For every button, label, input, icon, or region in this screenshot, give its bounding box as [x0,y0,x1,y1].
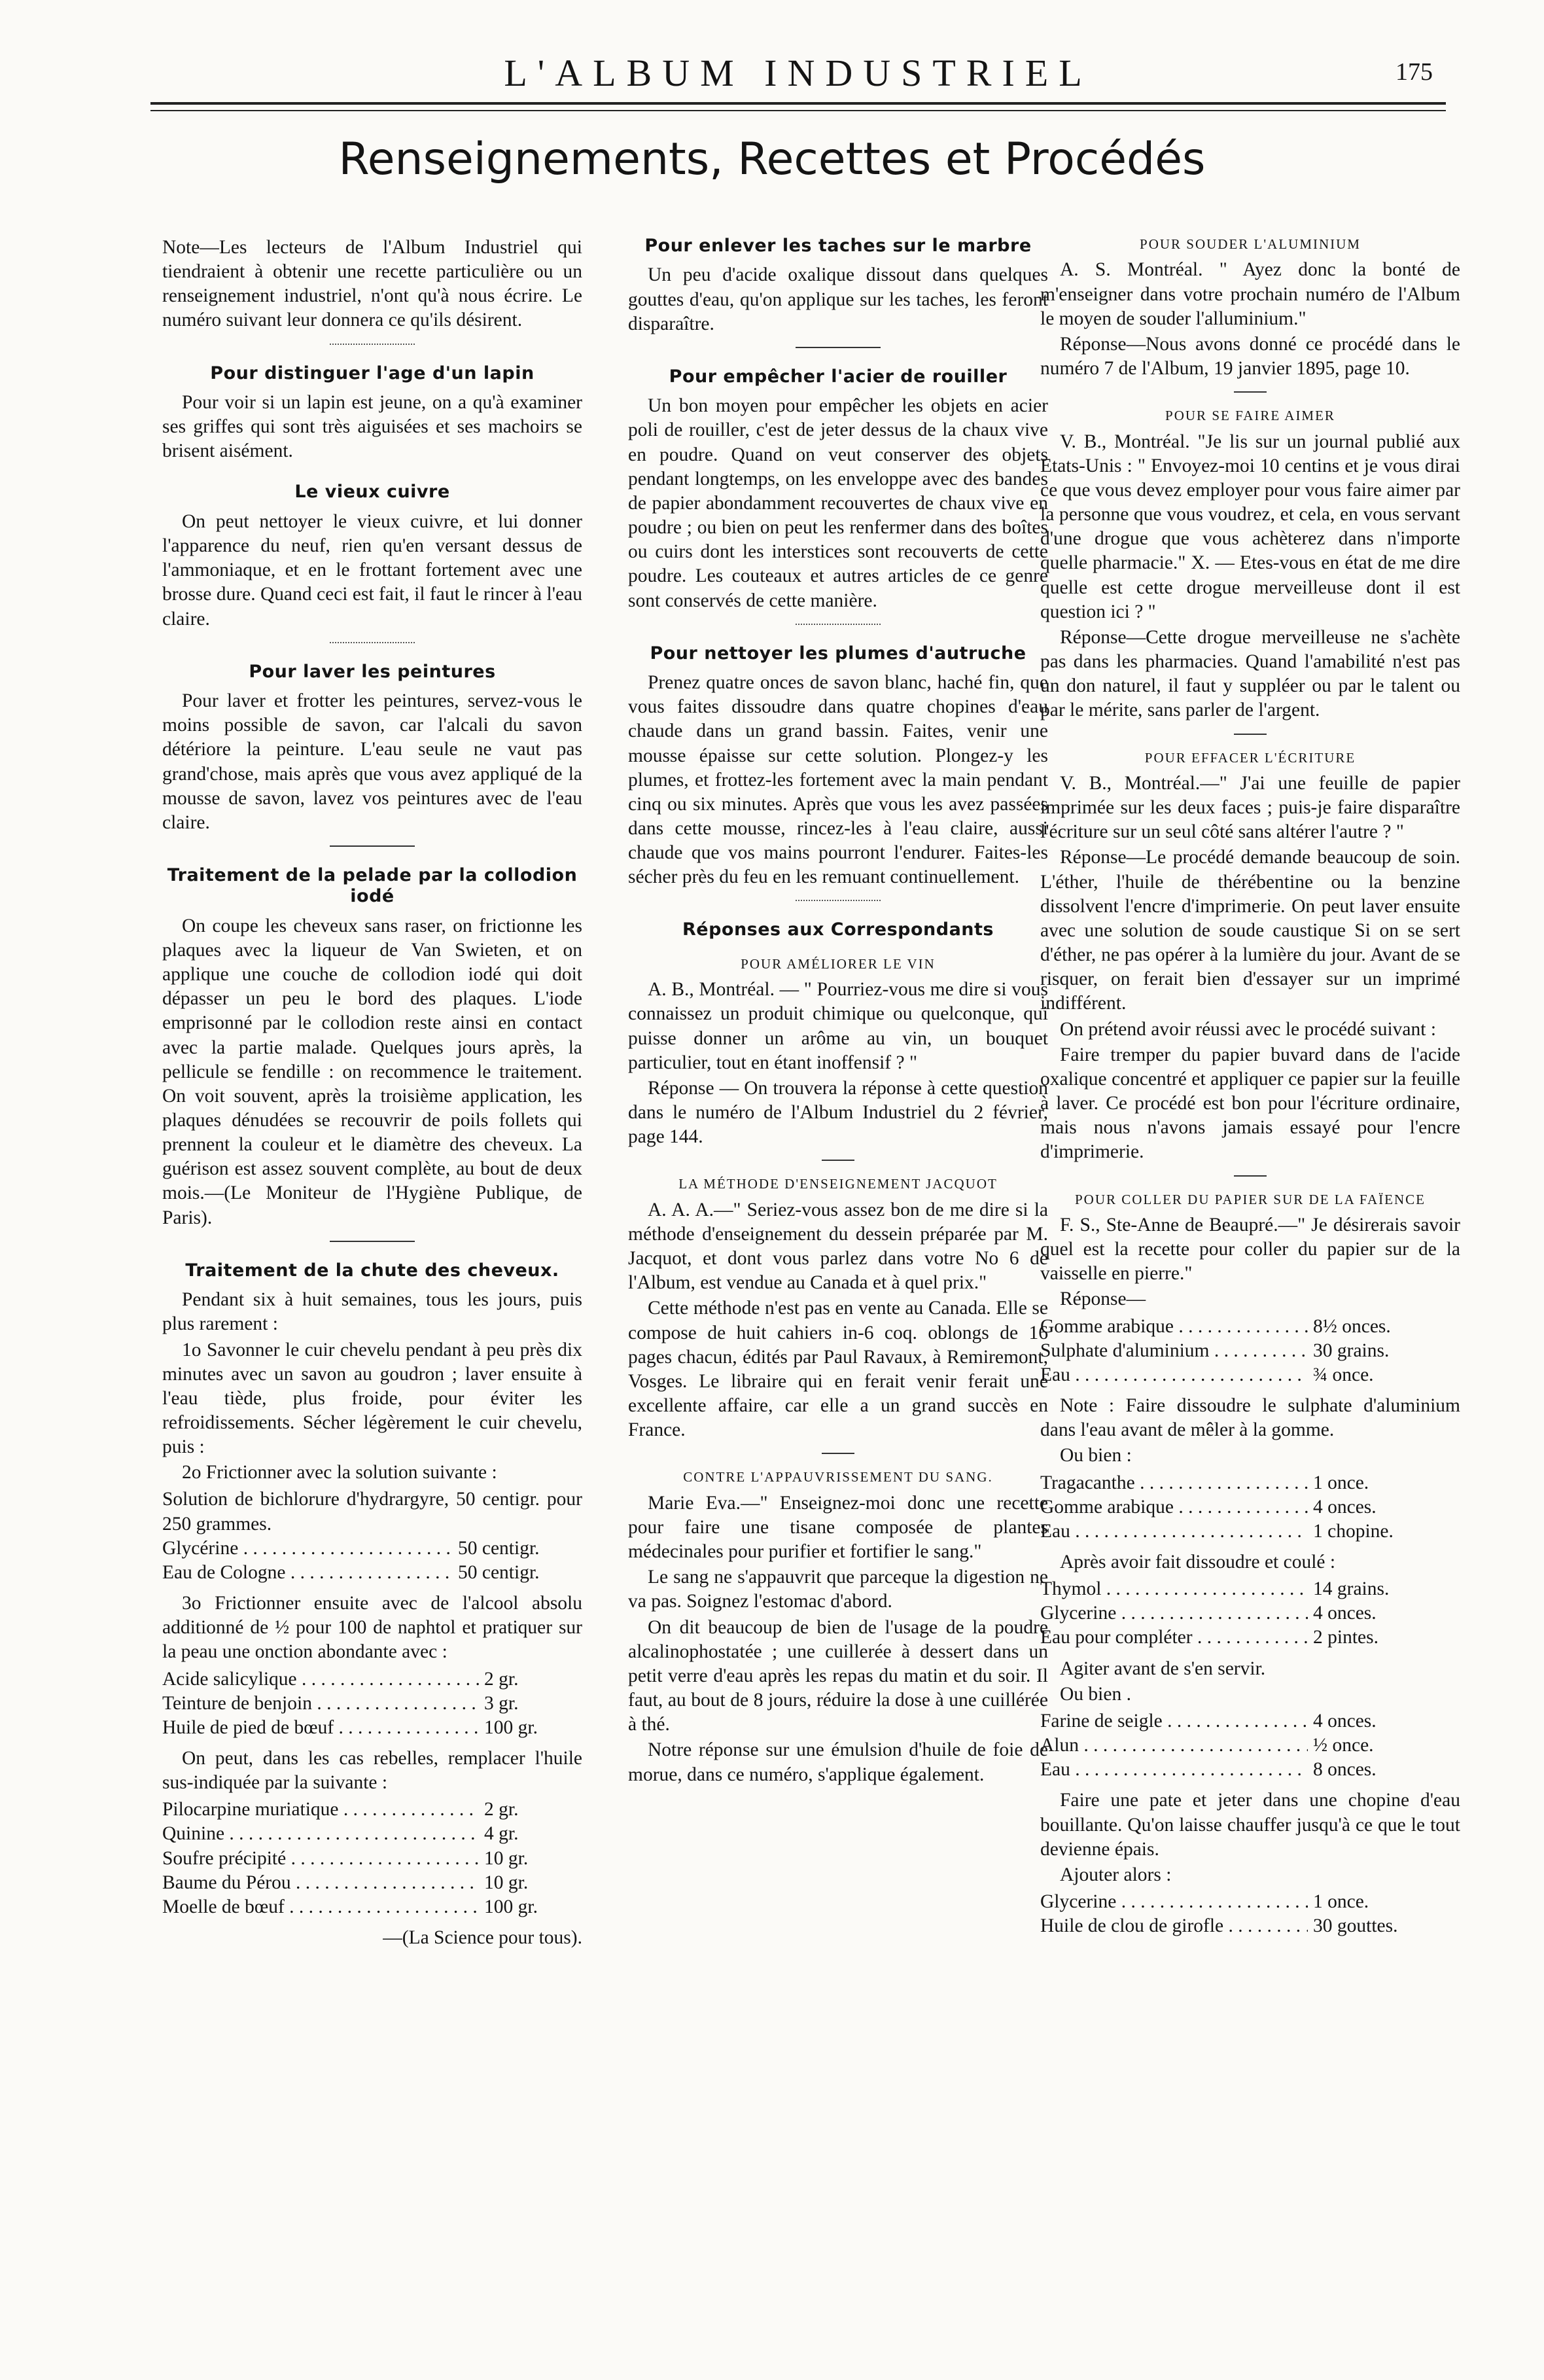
ingredient-qty: 8½ onces. [1313,1315,1391,1337]
question-heading: POUR SE FAIRE AIMER [1165,408,1335,424]
ingredient-qty: 4 onces. [1313,1710,1377,1732]
ingredient-name: Huile de pied de bœuf . . . [162,1716,479,1740]
separator [822,1160,854,1161]
source-citation: —(La Science pour tous). [383,1927,582,1949]
page-header [150,51,1446,103]
ingredient-qty: 1 once. [1313,1891,1369,1913]
answer-text: Agiter avant de s'en servir. [1060,1658,1266,1679]
ingredient-qty: ¾ once. [1313,1364,1374,1385]
ingredient-name: Glycerine . . . [1040,1890,1308,1914]
recipe-line: Solution de bichlorure d'hydrargyre, 50 centigr. pour 250 grammes. [162,1489,582,1535]
recipe-list [162,1798,582,1919]
recipe-line [1040,1709,1460,1733]
question-text: Marie Eva.—" Enseignez-moi donc une recette pour faire une tisane composée de plantes médecinales pour purifier et fortifier le sang." [628,1492,1048,1563]
ingredient-qty: 3 gr. [484,1692,519,1714]
separator [796,900,881,901]
answer-text: Réponse—Nous avons donné ce procédé dans le numéro 7 de l'Album, 19 janvier 1895, page 10. [1040,333,1460,380]
recipe-line [1040,1914,1460,1938]
ingredient-qty: 4 onces. [1313,1496,1377,1518]
section-text: On peut nettoyer le vieux cuivre, et lui donner l'apparence du neuf, rien qu'en versant dessus de l'ammoniaque, et en le frottant fortement avec une brosse dure. Quand ceci est fait, il faut le rincer à l'eau claire. [162,510,582,630]
recipe-list [1040,1471,1460,1544]
ingredient-name: Eau . . . [1040,1363,1308,1387]
section-text: Pendant six à huit semaines, tous les jours, puis plus rarement : [162,1289,582,1335]
ingredient-name: Moelle de bœuf . . . [162,1895,479,1919]
section-text: Prenez quatre onces de savon blanc, haché fin, que vous faites dissoudre dans quatre chopines d'eau chaude dans un grand bassin. Faites, venir une mousse épaisse sur cette solution. Plongez-y les plumes, et frottez-les fortement avec la main pendant cinq ou six minutes. Après que vous les avez passées dans cette mousse, rincez-les à l'eau claire, aussi chaude que vos mains pourront l'endurer. Faites-les sécher près du feu en les remuant continuellement. [628,672,1048,888]
answer-text: Faire une pate et jeter dans une chopine d'eau bouillante. Qu'on laisse chauffer jusqu'à ce que le tout devienne épais. [1040,1790,1460,1860]
ingredient-qty: 14 grains. [1313,1578,1390,1600]
editor-note: Note—Les lecteurs de l'Album Industriel qui tiendraient à obtenir une recette particulière ou un renseignement industriel, n'ont qu'à nous écrire. Le numéro suivant leur donnera ce qu'ils désirent. [162,237,582,331]
ingredient-name: Eau . . . [1040,1758,1308,1782]
question-heading: LA MÉTHODE D'ENSEIGNEMENT JACQUOT [678,1176,998,1192]
separator [1234,391,1267,393]
question-text: V. B., Montréal.—" J'ai une feuille de papier imprimée sur les deux faces ; puis-je faire disparaître l'écriture sur un seul côté sans altérer l'autre ? " [1040,773,1460,843]
ingredient-name: Farine de seigle . . . [1040,1709,1308,1733]
answer-text: Après avoir fait dissoudre et coulé : [1060,1552,1336,1572]
section-title: Pour enlever les taches sur le marbre [644,236,1032,256]
separator [796,347,881,348]
separator [330,642,415,643]
question-heading: POUR EFFACER L'ÉCRITURE [1144,749,1356,766]
question-heading: POUR AMÉLIORER LE VIN [741,955,936,972]
ingredient-name: Thymol . . . [1040,1577,1308,1601]
ingredient-qty: 2 gr. [484,1799,519,1821]
running-title: L'ALBUM INDUSTRIEL [504,52,1093,94]
separator [822,1453,854,1454]
ingredient-name: Tragacanthe . . . [1040,1471,1308,1495]
recipe-line [1040,1315,1460,1339]
header-rule [150,102,1446,105]
ingredient-name: Pilocarpine muriatique . . . [162,1798,479,1822]
column-2 [628,236,1048,2343]
header-rule-thin [150,110,1446,111]
section-title: Traitement de la chute des cheveux. [185,1260,559,1281]
ingredient-qty: 2 pintes. [1313,1627,1378,1648]
answer-text: Note : Faire dissoudre le sulphate d'aluminium dans l'eau avant de mêler à la gomme. [1040,1395,1460,1441]
section-title: Pour empêcher l'acier de rouiller [669,366,1008,387]
column-3 [1040,236,1460,2343]
section-text: Pour voir si un lapin est jeune, on a qu'à examiner ses griffes qui sont très aiguisées et ses machoirs se brisent aisément. [162,392,582,462]
answer-text: Le sang ne s'appauvrit que parceque la digestion ne va pas. Soignez l'estomac d'abord. [628,1567,1048,1612]
recipe-list [1040,1890,1460,1938]
recipe-line [162,1561,582,1585]
question-heading: POUR SOUDER L'ALUMINIUM [1140,236,1361,252]
recipe-list [1040,1577,1460,1650]
question-text: F. S., Ste-Anne de Beaupré.—" Je désirerais savoir quel est la recette pour coller du papier sur de la vaisselle en pierre." [1040,1214,1460,1285]
section-text: Un bon moyen pour empêcher les objets en acier poli de rouiller, c'est de jeter dessus de la chaux vive en poudre. Quand on veut conserver des objets pendant longtemps, on les enveloppe avec des bandes de papier abondamment recouvertes de chaux vive en poudre ; ou bien on peut les renfermer dans des boîtes ou cuirs dont les interstices sont recouverts de cette poudre. Les couteaux et autres articles de ce genre sont conservés de cette manière. [628,395,1048,611]
main-title: Renseignements, Recettes et Procédés [338,133,1206,185]
recipe-line [162,1692,582,1716]
recipe-line [162,1822,582,1846]
ingredient-qty: 4 gr. [484,1823,519,1845]
answer-text: Réponse— [1060,1288,1146,1310]
ingredient-name: Eau . . . [1040,1519,1308,1544]
ingredient-name: Baume du Pérou . . . [162,1871,479,1895]
ingredient-name: Quinine . . . [162,1822,479,1846]
question-text: V. B., Montréal. "Je lis sur un journal publié aux Etats-Unis : " Envoyez-moi 10 centins et je vous dirai ce que vous devez employer pour vous faire aimer par la personne que vous voudrez, et cela, en vous servant d'une drogue que vous achèterez dans n'importe quelle pharmacie." X. — Etes-vous en état de me dire quelle est cette drogue merveilleuse dont il est question ici ? " [1040,431,1460,622]
recipe-line [1040,1471,1460,1495]
column-1 [162,236,582,2343]
section-text: 1o Savonner le cuir chevelu pendant à peu près dix minutes avec un savon au goudron ; laver ensuite à l'eau tiède, plus froide, pour éviter les refroidissements. Sécher légèrement le cuir chevelu, puis : [162,1339,582,1458]
recipe-line [162,1536,582,1561]
answer-text: Réponse — On trouvera la réponse à cette question dans le numéro de l'Album Industriel du 2 février, page 144. [628,1077,1048,1148]
section-title: Pour laver les peintures [249,661,496,682]
section-title: Le vieux cuivre [294,482,450,503]
ingredient-qty: 8 onces. [1313,1759,1377,1781]
recipe-line [1040,1890,1460,1914]
section-text: 3o Frictionner ensuite avec de l'alcool absolu additionné de ½ pour 100 de naphtol et pratiquer sur la peau une onction abondante avec : [162,1593,582,1663]
recipe-line [162,1895,582,1919]
recipe-line [1040,1625,1460,1650]
section-title: Pour distinguer l'age d'un lapin [210,363,535,383]
ingredient-name: Huile de clou de girofle . . . [1040,1914,1308,1938]
answer-text: Notre réponse sur une émulsion d'huile de foie de morue, dans ce numéro, s'applique également. [628,1739,1048,1785]
recipe-line [1040,1363,1460,1387]
recipe-line [162,1716,582,1740]
answer-text: Cette méthode n'est pas en vente au Canada. Elle se compose de huit cahiers in-6 coq. oblongs de 16 pages chacun, édités par Paul Ravaux, à Remiremont, Vosges. Le libraire qui en ferait venir ferait une excellente affaire, car elle a un grand succès en France. [628,1298,1048,1441]
answer-text: Ou bien . [1060,1683,1131,1705]
ingredient-qty: 30 gouttes. [1313,1915,1398,1937]
recipe-list [1040,1709,1460,1782]
section-text: 2o Frictionner avec la solution suivante : [182,1462,497,1483]
answer-text: On prétend avoir réussi avec le procédé suivant : [1060,1018,1437,1040]
answer-text: Faire tremper du papier buvard dans de l'acide oxalique concentré et appliquer ce papier sur la feuille à laver. Ce procédé est bon pour l'écriture ordinaire, mais nous n'avons jamais essayé pour l'encre d'imprimerie. [1040,1044,1460,1163]
recipe-line [1040,1601,1460,1625]
recipe-line [1040,1577,1460,1601]
recipe-line [1040,1495,1460,1519]
ingredient-qty: 50 centigr. [458,1537,540,1559]
separator [796,624,881,625]
answer-text: Ajouter alors : [1060,1864,1172,1885]
ingredient-qty: 10 gr. [484,1847,529,1869]
separator [330,1241,415,1242]
section-text: On coupe les cheveux sans raser, on frictionne les plaques avec la liqueur de Van Swieten, et on applique une couche de collodion iodé qui doit dépasser un peu le bord des plaques. L'iode emprisonné par le collodion reste ainsi en contact avec la partie malade. Quelques jours après, la pellicule se fendille : on recommence le traitement. On voit souvent, après la troisième application, les plaques dénudées se recouvrir de poils follets qui prennent la couleur et le diamètre des cheveux. La guérison est assez souvent complète, au bout de deux mois.—(Le Moniteur de l'Hygiène Publique, de Paris). [162,915,582,1228]
section-text: Un peu d'acide oxalique dissout dans quelques gouttes d'eau, qu'on applique sur les taches, les feront disparaître. [628,264,1048,334]
recipe-line [162,1667,582,1692]
ingredient-name: Sulphate d'aluminium . . . [1040,1339,1308,1363]
separator [330,344,415,345]
separator [330,845,415,847]
ingredient-qty: 1 chopine. [1313,1520,1394,1542]
section-title: Pour nettoyer les plumes d'autruche [650,643,1026,664]
ingredient-qty: 10 gr. [484,1872,529,1893]
ingredient-name: Glycerine . . . [1040,1601,1308,1625]
recipe-line [162,1847,582,1871]
ingredient-name: Teinture de benjoin . . . [162,1692,479,1716]
question-heading: POUR COLLER DU PAPIER SUR DE LA FAÏENCE [1075,1191,1426,1207]
answer-text: Ou bien : [1060,1445,1132,1466]
section-text: On peut, dans les cas rebelles, remplacer l'huile sus-indiquée par la suivante : [162,1748,582,1794]
page-number: 175 [1395,58,1433,86]
ingredient-name: Alun . . . [1040,1733,1308,1758]
ingredient-qty: 4 onces. [1313,1603,1377,1624]
ingredient-name: Acide salicylique . . . [162,1667,479,1692]
ingredient-name: Soufre précipité . . . [162,1847,479,1871]
answer-text: Réponse—Cette drogue merveilleuse ne s'achète pas dans les pharmacies. Quand l'amabilité n'est pas un don naturel, il faut y suppléer ou par le talent ou par le mérite, sans parler de l'argent. [1040,626,1460,721]
question-text: A. A. A.—" Seriez-vous assez bon de me dire si la méthode d'enseignement du dessein préparée par M. Jacquot, et dont vous parlez dans votre No 6 de l'Album, est vendue au Canada et à quel prix." [628,1199,1048,1294]
ingredient-qty: ½ once. [1313,1735,1374,1756]
question-text: A. B., Montréal. — " Pourriez-vous me dire si vous connaissez un produit chimique ou quelconque, qui puisse donner un arôme au vin, un bouquet particulier, tout en étant inoffensif ? " [628,979,1048,1073]
ingredient-name: Eau de Cologne . . . [162,1561,453,1585]
recipe-list [162,1487,582,1585]
ingredient-name: Eau pour compléter . . . [1040,1625,1308,1650]
recipe-line [1040,1519,1460,1544]
recipe-line [162,1871,582,1895]
separator [1234,734,1267,735]
section-title: Traitement de la pelade par la collodion iodé [167,864,578,907]
ingredient-name: Glycérine . . . [162,1536,453,1561]
ingredient-qty: 30 grains. [1313,1340,1390,1361]
ingredient-qty: 1 once. [1313,1472,1369,1493]
ingredient-qty: 100 gr. [484,1716,538,1738]
ingredient-qty: 50 centigr. [458,1561,540,1583]
section-title: Réponses aux Correspondants [682,919,994,940]
recipe-line [162,1798,582,1822]
answer-text: On dit beaucoup de bien de l'usage de la poudre alcalinophostatée ; une cuillerée à dessert dans un petit verre d'eau après les repas du matin et du soir. Il faut, au bout de 8 jours, réduire la dose à une cuillérée à thé. [628,1616,1048,1735]
ingredient-name: Gomme arabique . . . [1040,1495,1308,1519]
answer-text: Réponse—Le procédé demande beaucoup de soin. L'éther, l'huile de thérébentine ou la benzine dissolvent l'encre d'imprimerie. On peut laver ensuite avec une solution de soude caustique Si on se sert d'éther, ne pas opérer à la lumière du jour. Avant de se risquer, on ferait bien d'essayer sur un imprimé indifférent. [1040,847,1460,1014]
question-heading: CONTRE L'APPAUVRISSEMENT DU SANG. [683,1469,993,1485]
ingredient-name: Gomme arabique . . . [1040,1315,1308,1339]
recipe-line [1040,1733,1460,1758]
section-text: Pour laver et frotter les peintures, servez-vous le moins possible de savon, car l'alcali du savon détériore la peinture. L'eau seule ne vaut pas grand'chose, mais après que vous avez appliqué de la mousse de savon, lavez vos peintures avec de l'eau claire. [162,690,582,833]
recipe-line [1040,1758,1460,1782]
recipe-line [1040,1339,1460,1363]
recipe-list [1040,1315,1460,1387]
ingredient-qty: 2 gr. [484,1668,519,1690]
recipe-list [162,1667,582,1740]
question-text: A. S. Montréal. " Ayez donc la bonté de m'enseigner dans votre prochain numéro de l'Album le moyen de souder l'alluminium." [1040,259,1460,329]
ingredient-qty: 100 gr. [484,1896,538,1917]
separator [1234,1175,1267,1177]
